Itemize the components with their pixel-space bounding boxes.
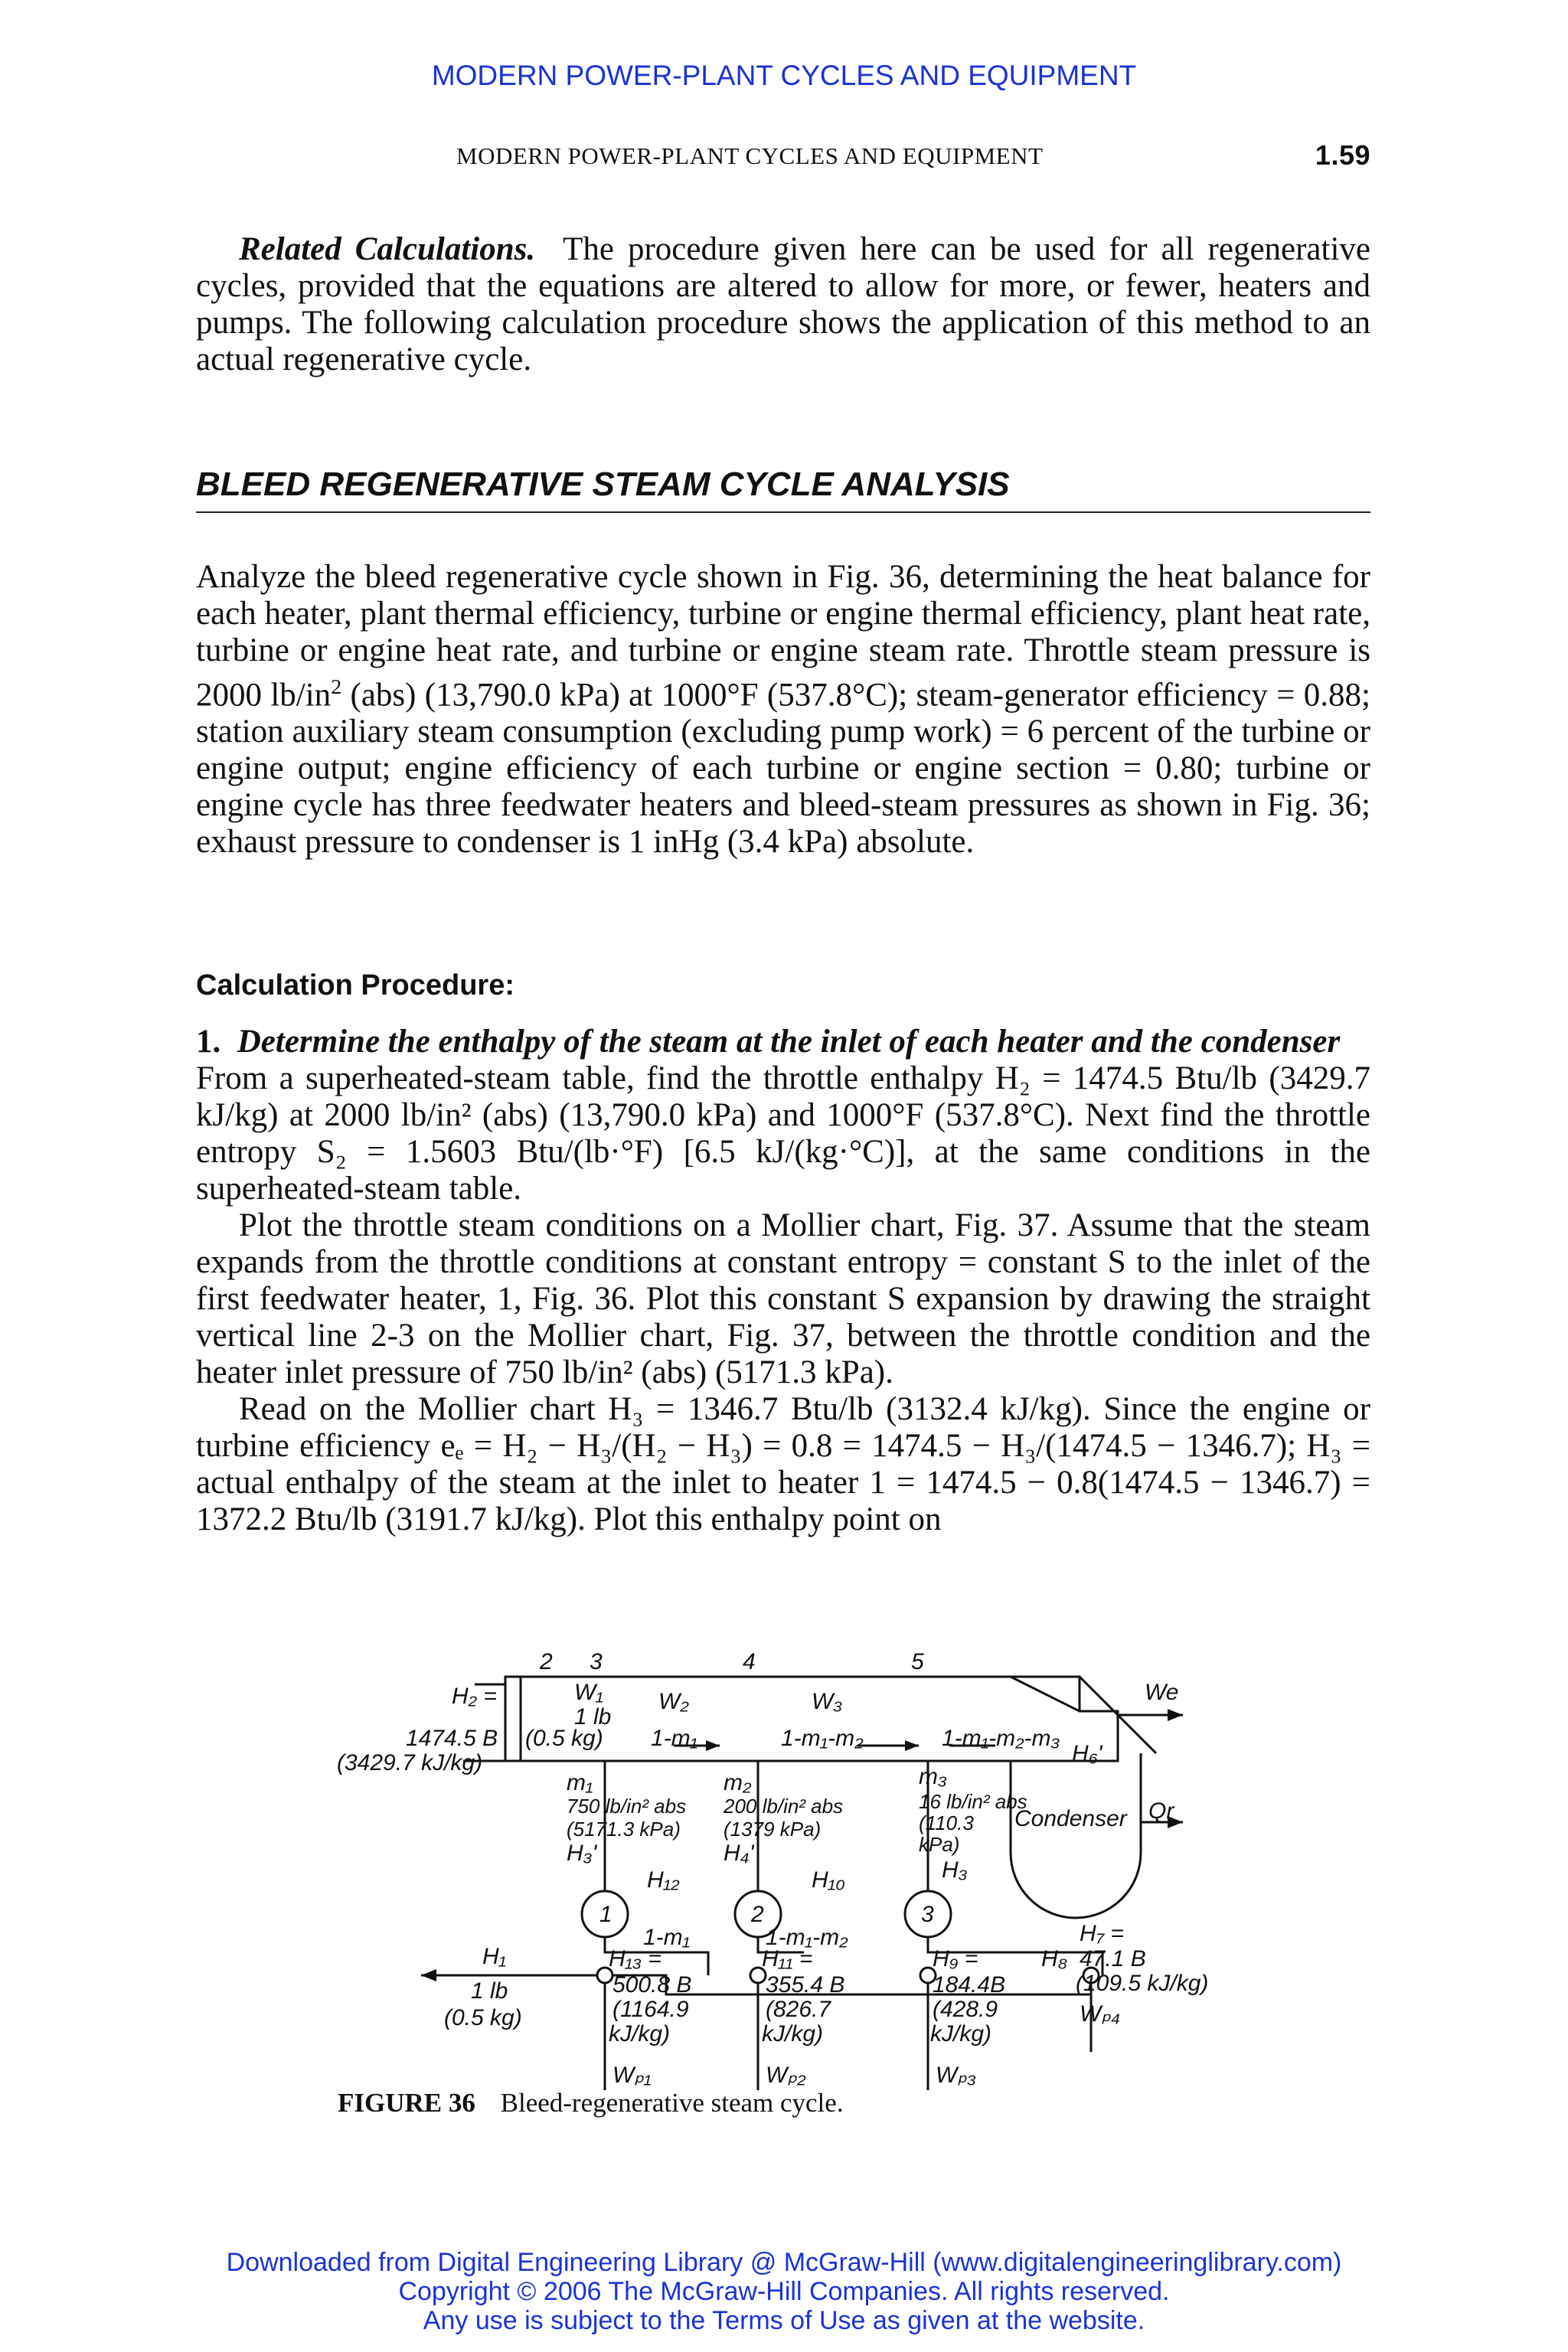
flow-1-m1: 1-m₁	[643, 1925, 691, 1950]
h8-label: H₈	[1041, 1946, 1068, 1971]
h7-label: H₇ =	[1080, 1921, 1125, 1946]
figure-caption	[338, 2088, 844, 2118]
heater-1-number: 1	[599, 1902, 612, 1927]
h7-si: (109.5 kJ/kg)	[1076, 1971, 1209, 1996]
footer-download-link[interactable]: Downloaded from Digital Engineering Library @ McGraw-Hill (www.digitalengineeringlibrary.com)	[226, 2248, 1342, 2277]
m2-pressure-si: (1379 kPa)	[724, 1818, 822, 1841]
m2-pressure: 200 lb/in² abs	[724, 1795, 844, 1818]
we-arrowhead-icon	[1168, 1709, 1183, 1721]
node-4-label: 4	[743, 1649, 756, 1674]
feedwater-arrowhead-icon	[421, 1969, 436, 1981]
wp2-label: Wₚ₂	[766, 2063, 806, 2088]
h3-prime-label: H₃'	[567, 1841, 597, 1866]
related-text: The procedure given here can be used for all regenerative cycles, provided that the equations are altered to allow for more, or fewer, heaters and pumps. The following calculation procedure shows the application of this method to an actual regenerative cycle.	[196, 231, 1370, 377]
problem-superscript: 2	[331, 675, 342, 699]
m1-label: m₁	[567, 1770, 593, 1795]
h2-label: H₂ =	[452, 1684, 497, 1709]
h12-label: H₁₂	[647, 1867, 680, 1893]
m2-label: m₂	[724, 1770, 752, 1795]
figure-36-diagram	[306, 1638, 1271, 2098]
w2-mass: 1-m₁	[651, 1726, 698, 1751]
wp3-label: Wₚ₃	[936, 2063, 977, 2088]
h11-value: 355.4 B	[766, 1972, 845, 1998]
h1-kg: (0.5 kg)	[444, 2005, 522, 2030]
h2-value: 1474.5 B	[406, 1726, 498, 1751]
h4-prime-label: H₄'	[724, 1841, 754, 1866]
h9-si: (428.9	[933, 1997, 998, 2022]
section-title: BLEED REGENERATIVE STEAM CYCLE ANALYSIS	[196, 466, 1370, 513]
w1-label: W₁	[574, 1680, 603, 1705]
w3-label: W₃	[812, 1689, 843, 1714]
diagram-labels	[337, 1649, 1208, 2088]
figure-caption-label: FIGURE 36	[338, 2088, 475, 2118]
w3-arrowhead-icon	[706, 1740, 720, 1751]
h9-label: H₉ =	[933, 1946, 978, 1971]
m3-pressure-si-2: kPa)	[919, 1833, 960, 1856]
heater-2-number: 2	[751, 1902, 764, 1927]
throttle-stop-valve	[505, 1677, 521, 1761]
h11-si-unit: kJ/kg)	[762, 2021, 824, 2047]
condenser-label: Condenser	[1014, 1806, 1127, 1831]
m1-pressure: 750 lb/in² abs	[567, 1795, 687, 1818]
step-1-number: 1.	[196, 1024, 221, 1060]
m1-pressure-si: (5171.3 kPa)	[567, 1818, 681, 1841]
cycle-diagram-svg	[306, 1638, 1271, 2098]
h2-si-value: (3429.7 kJ/kg)	[337, 1750, 483, 1775]
turbine-exhaust-hood	[980, 1677, 1080, 1711]
step-1-heading	[196, 1024, 1370, 1060]
w4-mass: 1-m₁-m₂-m₃	[942, 1726, 1060, 1751]
footer	[0, 2248, 1568, 2335]
h9-value: 184.4B	[933, 1972, 1006, 1998]
step-1-paragraph-2: Plot the throttle steam conditions on a Mollier chart, Fig. 37. Assume that the steam expands from the throttle conditions at constant entropy = constant S to the inlet of the first feedwater heater, 1, Fig. 36. Plot this constant S expansion by drawing the straight vertical line 2-3 on the Mollier chart, Fig. 37, between the throttle condition and the heater inlet pressure of 750 lb/in² (abs) (5171.3 kPa).	[196, 1207, 1370, 1390]
related-label: Related Calculations.	[239, 231, 536, 267]
h6-prime-label: H₆'	[1072, 1741, 1102, 1766]
h3-heater-label: H₃	[942, 1857, 968, 1883]
m3-label: m₃	[919, 1764, 947, 1789]
h13-si-unit: kJ/kg)	[609, 2021, 671, 2047]
h9-si-unit: kJ/kg)	[930, 2021, 992, 2047]
calculation-procedure-heading: Calculation Procedure:	[196, 969, 514, 1001]
problem-statement	[196, 559, 1370, 861]
banner-title: MODERN POWER-PLANT CYCLES AND EQUIPMENT	[431, 60, 1137, 91]
h1-label: H₁	[482, 1944, 507, 1969]
h1-lb: 1 lb	[471, 1978, 508, 2004]
node-2-label: 2	[540, 1649, 553, 1674]
h13-value: 500.8 B	[612, 1972, 692, 1998]
flow-1-m1-m2: 1-m₁-m₂	[766, 1925, 848, 1950]
h7-value: 47.1 B	[1080, 1946, 1146, 1971]
problem-text-a: Analyze the bleed regenerative cycle shown in Fig. 36, determining the heat balance for each heater, plant thermal efficiency, turbine or engine thermal efficiency, plant heat rate, turbine or engine heat rate, and turbine or engine steam rate. Throttle steam pressure is 2000 lb/in	[196, 559, 1370, 714]
we-label: We	[1145, 1680, 1179, 1705]
page-number: 1.59	[1315, 139, 1370, 171]
related-calculations	[196, 231, 1370, 378]
node-5-label: 5	[911, 1649, 924, 1674]
running-head-title: MODERN POWER-PLANT CYCLES AND EQUIPMENT	[456, 142, 1044, 169]
footer-terms: Any use is subject to the Terms of Use as given at the website.	[423, 2306, 1145, 2335]
h13-si: (1164.9	[612, 1997, 689, 2022]
problem-text-b: (abs) (13,790.0 kPa) at 1000°F (537.8°C); steam-generator efficiency = 0.88; station auxiliary steam consumption (excluding pump work) = 6 percent of the turbine or engine output; engine efficiency of each turbine or engine section = 0.80; turbine or engine cycle has three feedwater heaters and bleed-steam pressures as shown in Fig. 36; exhaust pressure to condenser is 1 inHg (3.4 kPa) absolute.	[196, 677, 1370, 861]
heater-3-number: 3	[921, 1902, 934, 1927]
w1-lb: 1 lb	[574, 1704, 612, 1730]
m3-pressure-si: (110.3	[919, 1811, 974, 1834]
figure-caption-text: Bleed-regenerative steam cycle.	[500, 2088, 844, 2118]
step-1-paragraph-3: Read on the Mollier chart H₃ = 1346.7 Btu/lb (3132.4 kJ/kg). Since the engine or turbine efficiency eₑ = H₂ − H₃/(H₂ − H₃) = 0.8 = 1474.5 − H₃/(1474.5 − 1346.7); H₃ = actual enthalpy of the steam at the inlet to heater 1 = 1474.5 − 0.8(1474.5 − 1346.7) = 1372.2 Btu/lb (3191.7 kJ/kg). Plot this enthalpy point on	[196, 1391, 1370, 1537]
step-1-title: Determine the enthalpy of the steam at the inlet of each heater and the condenser	[237, 1024, 1341, 1060]
m3-pressure: 16 lb/in² abs	[919, 1790, 1027, 1813]
condenser-shell	[1011, 1753, 1141, 1918]
wp1-label: Wₚ₁	[612, 2063, 652, 2088]
h13-label: H₁₃ =	[609, 1946, 662, 1971]
w2-label: W₂	[658, 1689, 689, 1714]
footer-copyright: Copyright © 2006 The McGraw-Hill Companies. All rights reserved.	[398, 2277, 1170, 2306]
wp4-label: Wₚ₄	[1080, 2001, 1121, 2027]
h11-label: H₁₁ =	[762, 1946, 813, 1971]
step-1-paragraph-1: From a superheated-steam table, find the throttle enthalpy H₂ = 1474.5 Btu/lb (3429.7 kJ/kg) at 2000 lb/in² (abs) (13,790.0 kPa) and 1000°F (537.8°C). Next find the throttle entropy S₂ = 1.5603 Btu/(lb·°F) [6.5 kJ/(kg·°C)], at the same conditions in the superheated-steam table.	[196, 1060, 1370, 1207]
w3-mass: 1-m₁-m₂	[781, 1726, 864, 1751]
node-3-label: 3	[590, 1649, 603, 1674]
w1-kg: (0.5 kg)	[525, 1726, 603, 1751]
step-1	[196, 1024, 1370, 1538]
h11-si: (826.7	[766, 1997, 831, 2022]
qr-label: Qr	[1148, 1798, 1174, 1824]
h10-label: H₁₀	[812, 1867, 845, 1893]
w4-arrowhead-icon	[905, 1740, 919, 1751]
